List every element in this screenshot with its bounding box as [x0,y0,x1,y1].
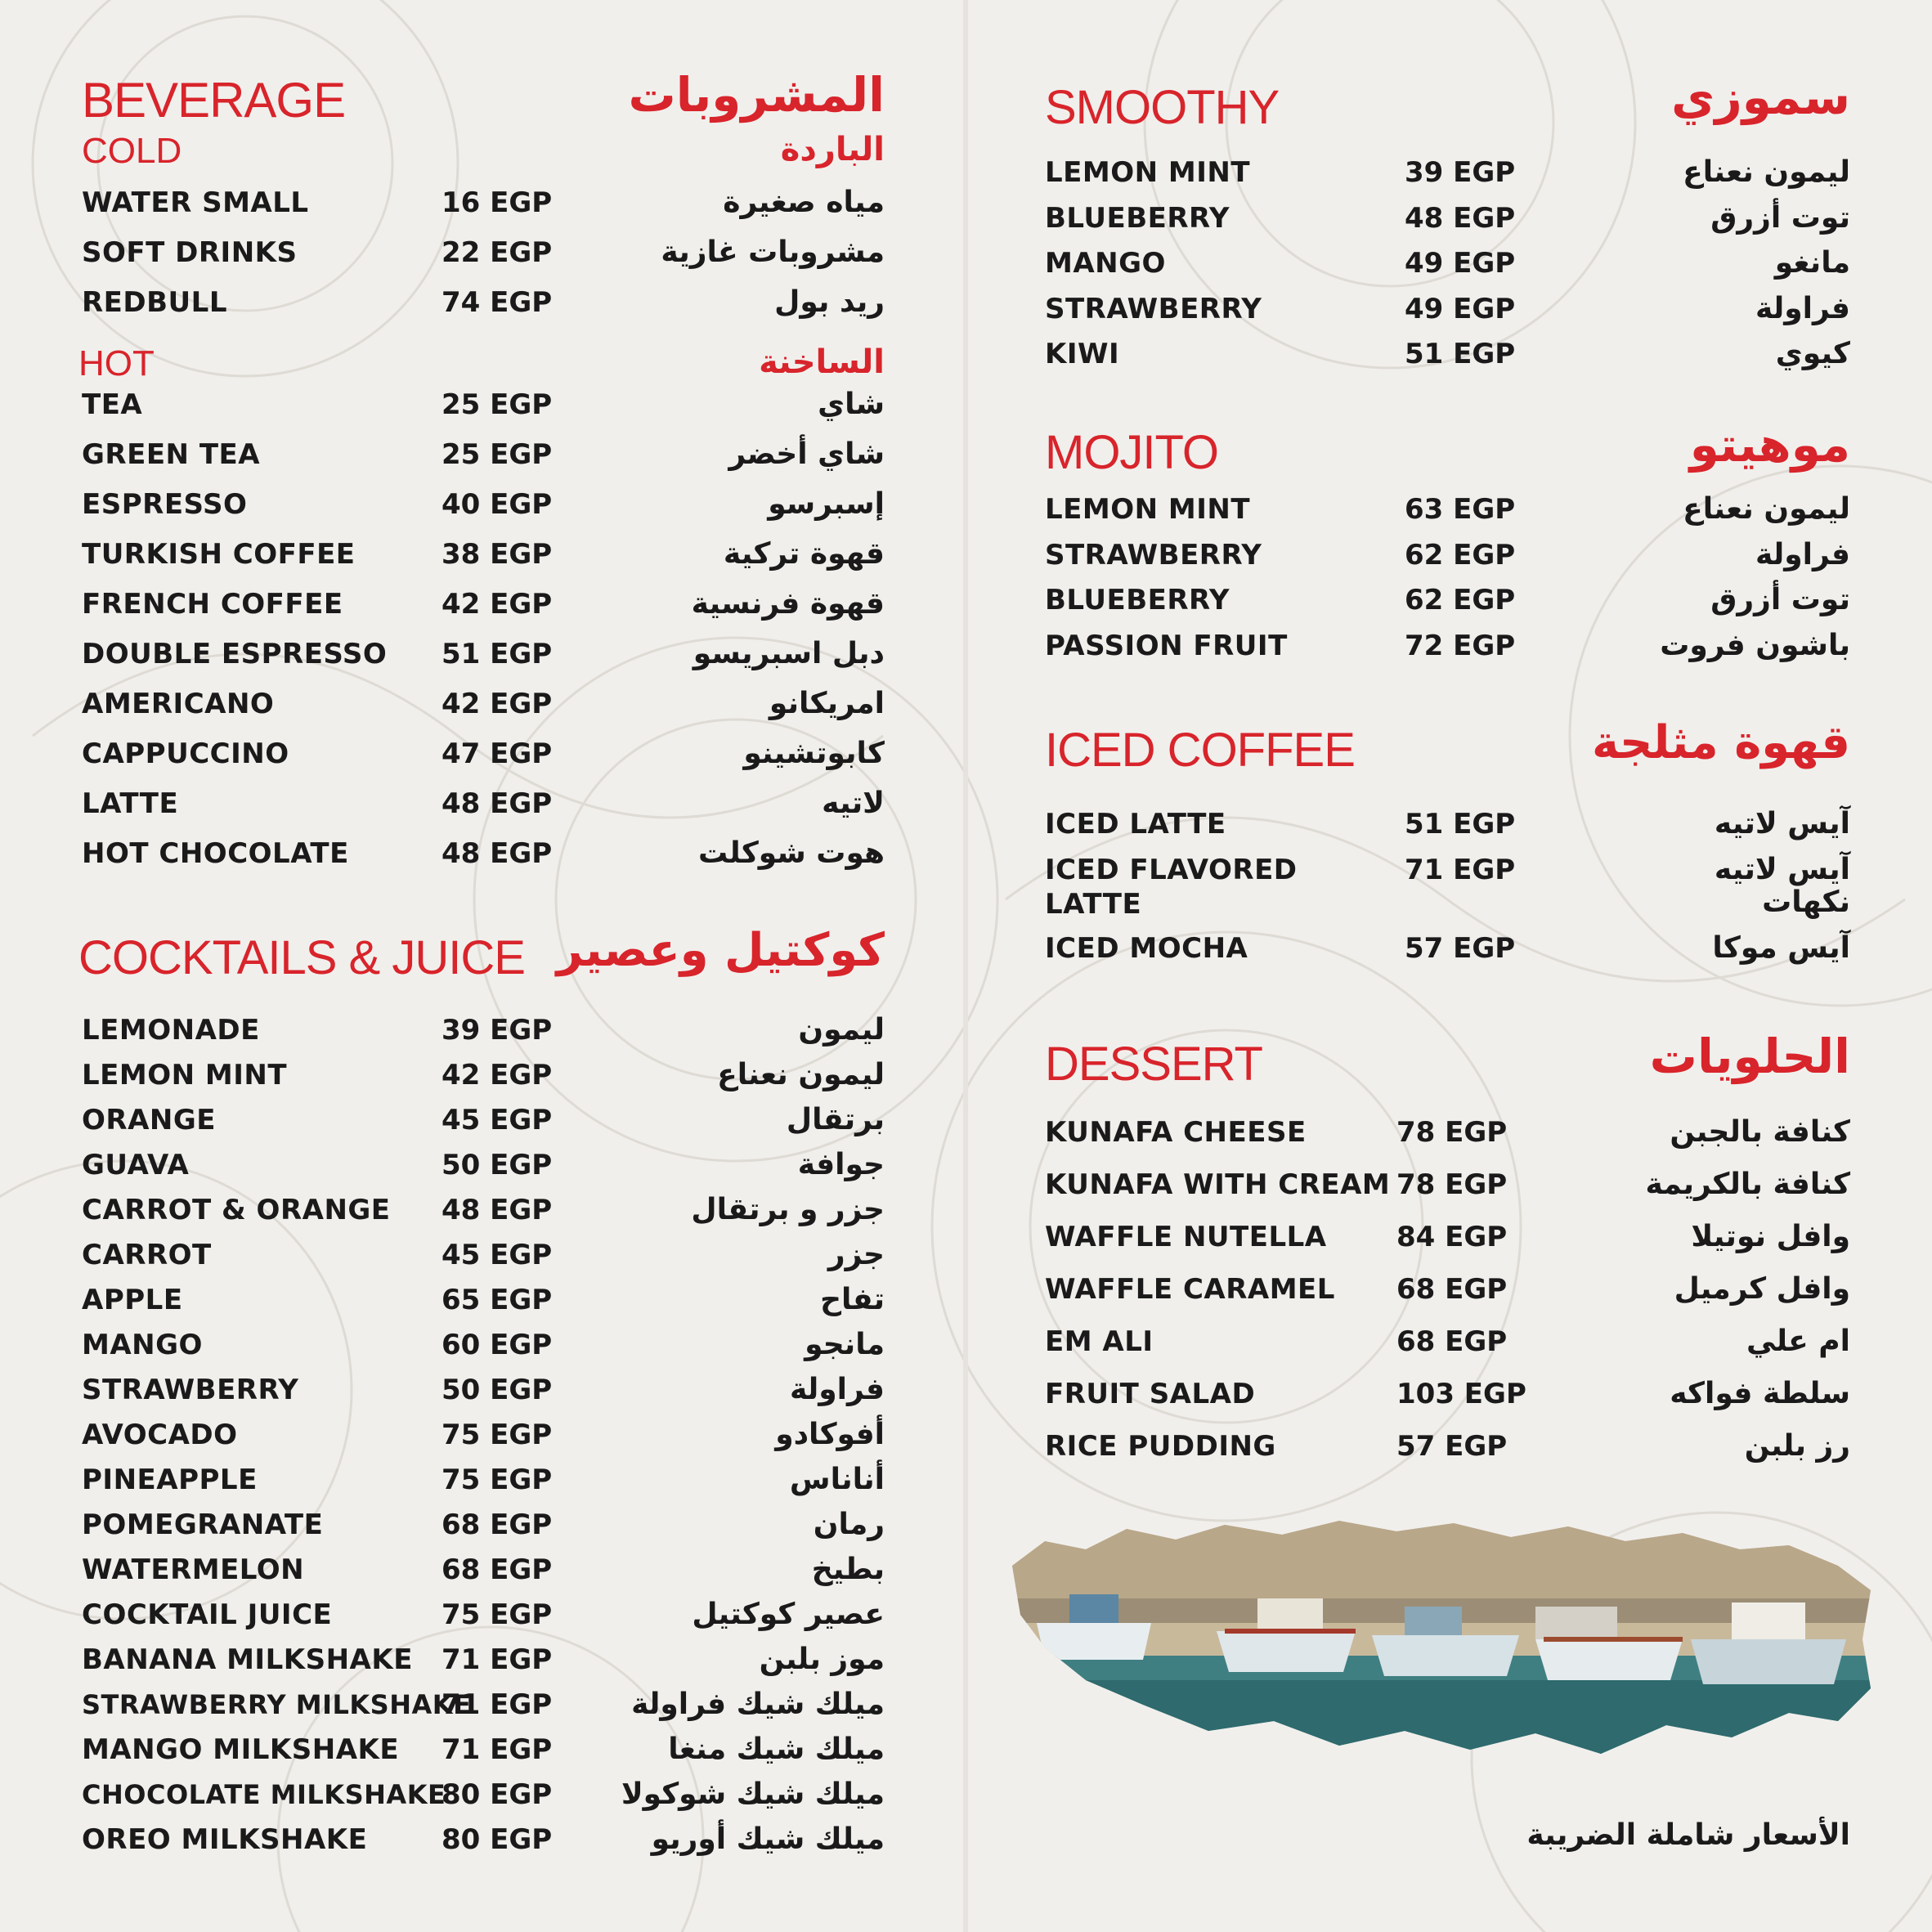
item-name-en: BLUEBERRY [1045,584,1230,616]
item-price: 75 EGP [442,1598,553,1631]
item-name-en: MANGO MILKSHAKE [82,1733,400,1766]
item-name-ar: مياه صغيرة [723,186,885,219]
item-name-en: TEA [82,388,143,421]
item-price: 39 EGP [442,1014,553,1047]
item-name-ar: ميلك شيك منغا [668,1733,885,1766]
item-name-ar: آيس لاتيه [1714,807,1850,840]
item-price: 48 EGP [442,837,553,870]
item-name-en: OREO MILKSHAKE [82,1823,368,1856]
smoothy-title-en: SMOOTHY [1045,81,1280,134]
item-name-en: GREEN TEA [82,438,261,471]
item-name-ar: مشروبات غازية [661,235,885,269]
item-name-ar: فراولة [1755,537,1850,572]
item-name-ar: ام علي [1746,1325,1850,1358]
item-price: 49 EGP [1405,292,1516,325]
item-price: 48 EGP [1405,201,1516,235]
item-price: 74 EGP [442,286,553,319]
dessert-title-en: DESSERT [1045,1038,1262,1091]
item-price: 51 EGP [1405,338,1516,370]
item-name-en: EM ALI [1045,1325,1154,1358]
item-name-en: WATERMELON [82,1553,305,1586]
item-name-ar: كنافة بالكريمة [1645,1168,1850,1201]
item-name-ar: توت أزرق [1710,200,1850,235]
item-name-ar: برتقال [786,1103,885,1136]
item-price: 39 EGP [1405,156,1516,189]
item-name-en: MANGO [82,1329,203,1361]
item-name-ar: بطيخ [811,1553,885,1586]
item-price: 78 EGP [1396,1116,1508,1149]
item-price: 47 EGP [442,737,553,770]
item-name-en: LEMON MINT [82,1059,288,1092]
item-name-en: PINEAPPLE [82,1464,258,1496]
iced-coffee-title-ar: قهوة مثلجة [1591,716,1850,769]
item-name-ar: وافل نوتيلا [1691,1220,1850,1253]
item-name-en: ICED FLAVORED [1045,854,1298,886]
left-page [78,0,885,1932]
item-price: 25 EGP [442,438,553,471]
item-name-ar: إسبرسو [768,487,885,521]
item-price: 75 EGP [442,1419,553,1451]
item-name-en: CHOCOLATE MILKSHAKE [82,1779,446,1810]
item-price: 45 EGP [442,1239,553,1271]
item-name-ar: رز بلبن [1744,1429,1850,1463]
mojito-title-ar: موهيتو [1689,417,1850,473]
item-name-en: STRAWBERRY [1045,538,1262,572]
item-name-ar: كنافة بالجبن [1670,1115,1850,1149]
item-name-en: FRENCH COFFEE [82,588,343,621]
item-name-en: ICED MOCHA [1045,932,1248,965]
item-price: 72 EGP [1405,629,1516,662]
item-price: 62 EGP [1405,538,1516,572]
item-name-en: GUAVA [82,1149,190,1181]
item-name-en: POMEGRANATE [82,1508,324,1541]
item-price: 65 EGP [442,1284,553,1316]
tax-included-note: الأسعار شاملة الضريبة [1526,1818,1850,1852]
item-price: 51 EGP [1405,808,1516,840]
item-name-en: WAFFLE CARAMEL [1045,1273,1335,1306]
item-price: 40 EGP [442,488,553,521]
item-name-en: CARROT & ORANGE [82,1194,391,1226]
item-name-en: STRAWBERRY [1045,292,1262,325]
item-name-ar: هوت شوكلت [698,836,885,870]
cocktails-title-ar: كوكتيل وعصير [556,924,885,977]
item-name-ar: جوافة [797,1148,885,1181]
item-price: 38 EGP [442,538,553,571]
dessert-title-ar: الحلويات [1649,1029,1850,1084]
item-name-ar: دبل اسبريسو [693,637,885,670]
item-name-ar: مانغو [1774,246,1850,280]
item-price: 49 EGP [1405,247,1516,280]
item-price: 80 EGP [442,1823,553,1856]
cold-label-ar: الباردة [780,131,885,168]
item-name-en: LEMON MINT [1045,493,1251,526]
item-price: 71 EGP [442,1688,553,1721]
item-name-ar: ليمون [798,1013,885,1047]
item-name-en: RICE PUDDING [1045,1430,1276,1463]
item-name-ar: موز بلبن [759,1643,885,1676]
item-name-ar: عصير كوكتيل [692,1598,885,1631]
item-name-ar: مانجو [805,1328,885,1361]
item-price: 62 EGP [1405,584,1516,616]
item-name-ar: سلطة فواكه [1670,1377,1850,1410]
item-name-ar: أناناس [789,1463,885,1496]
item-name-ar: آيس لاتيه [1714,853,1850,886]
item-price: 16 EGP [442,186,553,219]
item-name-en: KUNAFA CHEESE [1045,1116,1307,1149]
item-name-ar: قهوة فرنسية [691,587,885,621]
item-name-en: TURKISH COFFEE [82,538,356,571]
item-price: 50 EGP [442,1374,553,1406]
item-name-en: STRAWBERRY MILKSHAKE [82,1689,472,1720]
item-name-ar: قهوة تركية [723,537,885,571]
item-name-en: MANGO [1045,247,1166,280]
item-price: 57 EGP [1405,932,1516,965]
cocktails-title-en: COCKTAILS & JUICE [78,931,525,984]
item-name-en: AMERICANO [82,688,275,720]
item-name-ar: كيوي [1775,337,1850,370]
item-name-en: WAFFLE NUTELLA [1045,1221,1327,1253]
item-name-en: APPLE [82,1284,183,1316]
item-name-en-line2: LATTE [1045,888,1142,921]
item-name-ar: كابوتشينو [743,737,885,770]
item-price: 42 EGP [442,688,553,720]
item-name-ar: ليمون نعناع [1683,492,1850,526]
item-price: 80 EGP [442,1778,553,1811]
item-name-ar: ميلك شيك أوريو [651,1822,885,1856]
item-price: 71 EGP [1405,854,1516,886]
item-name-ar-line2: نكهات [1762,885,1850,919]
item-price: 68 EGP [1396,1325,1508,1358]
item-price: 103 EGP [1396,1378,1526,1410]
item-price: 63 EGP [1405,493,1516,526]
item-price: 42 EGP [442,1059,553,1092]
item-name-en: STRAWBERRY [82,1374,299,1406]
item-name-ar: امريكانو [769,687,885,720]
beverage-title-en: BEVERAGE [82,73,346,128]
item-price: 68 EGP [442,1508,553,1541]
beverage-title-ar: المشروبات [628,67,885,123]
item-name-ar: ليمون نعناع [717,1058,885,1092]
item-name-en: REDBULL [82,286,227,319]
item-price: 78 EGP [1396,1168,1508,1201]
cold-label-en: COLD [82,131,182,171]
item-price: 51 EGP [442,638,553,670]
item-name-en: CARROT [82,1239,212,1271]
item-name-ar: توت أزرق [1710,583,1850,616]
item-name-en: LEMONADE [82,1014,260,1047]
item-name-en: PASSION FRUIT [1045,629,1288,662]
item-name-en: HOT CHOCOLATE [82,837,349,870]
item-name-en: WATER SMALL [82,186,309,219]
item-name-ar: تفاح [820,1283,885,1316]
item-name-en: KIWI [1045,338,1120,370]
item-name-en: COCKTAIL JUICE [82,1598,333,1631]
item-price: 84 EGP [1396,1221,1508,1253]
page-fold [963,0,968,1932]
item-name-en: ORANGE [82,1104,216,1136]
item-name-ar: باشون فروت [1660,628,1850,662]
item-name-ar: لاتيه [822,787,885,820]
item-price: 48 EGP [442,1194,553,1226]
item-name-ar: شاي [818,388,885,421]
item-name-en: KUNAFA WITH CREAM [1045,1168,1391,1201]
item-name-ar: ميلك شيك فراولة [631,1688,885,1721]
smoothy-title-ar: سموزي [1671,69,1850,125]
item-name-en: FRUIT SALAD [1045,1378,1256,1410]
item-price: 60 EGP [442,1329,553,1361]
item-name-en: CAPPUCCINO [82,737,289,770]
item-price: 48 EGP [442,787,553,820]
item-name-en: ICED LATTE [1045,808,1226,840]
item-name-en: BLUEBERRY [1045,201,1230,235]
item-name-ar: وافل كرميل [1674,1272,1850,1306]
mojito-title-en: MOJITO [1045,426,1219,479]
item-name-ar: جزر و برتقال [691,1193,885,1226]
item-name-ar: فراولة [789,1373,885,1406]
item-name-en: SOFT DRINKS [82,236,298,269]
item-name-ar: جزر [827,1238,885,1271]
hot-label-en: HOT [78,343,155,383]
item-name-ar: آيس موكا [1712,931,1850,965]
iced-coffee-title-en: ICED COFFEE [1045,724,1355,777]
item-name-ar: أفوكادو [775,1418,885,1451]
item-name-ar: ميلك شيك شوكولا [621,1777,885,1811]
hot-label-ar: الساخنة [759,343,885,381]
item-name-en: DOUBLE ESPRESSO [82,638,388,670]
item-price: 71 EGP [442,1643,553,1676]
item-price: 25 EGP [442,388,553,421]
item-name-ar: فراولة [1755,291,1850,325]
harbour-photo [1012,1517,1871,1762]
item-price: 22 EGP [442,236,553,269]
item-price: 68 EGP [442,1553,553,1586]
item-name-ar: ليمون نعناع [1683,155,1850,189]
item-name-en: BANANA MILKSHAKE [82,1643,413,1676]
item-price: 68 EGP [1396,1273,1508,1306]
item-name-en: AVOCADO [82,1419,238,1451]
item-price: 50 EGP [442,1149,553,1181]
item-name-en: LATTE [82,787,179,820]
item-price: 75 EGP [442,1464,553,1496]
item-price: 42 EGP [442,588,553,621]
item-price: 71 EGP [442,1733,553,1766]
item-name-ar: رمان [813,1508,885,1541]
item-price: 57 EGP [1396,1430,1508,1463]
item-price: 45 EGP [442,1104,553,1136]
item-name-en: LEMON MINT [1045,156,1251,189]
item-name-en: ESPRESSO [82,488,248,521]
item-name-ar: ريد بول [774,285,885,319]
item-name-ar: شاي أخضر [728,437,885,471]
